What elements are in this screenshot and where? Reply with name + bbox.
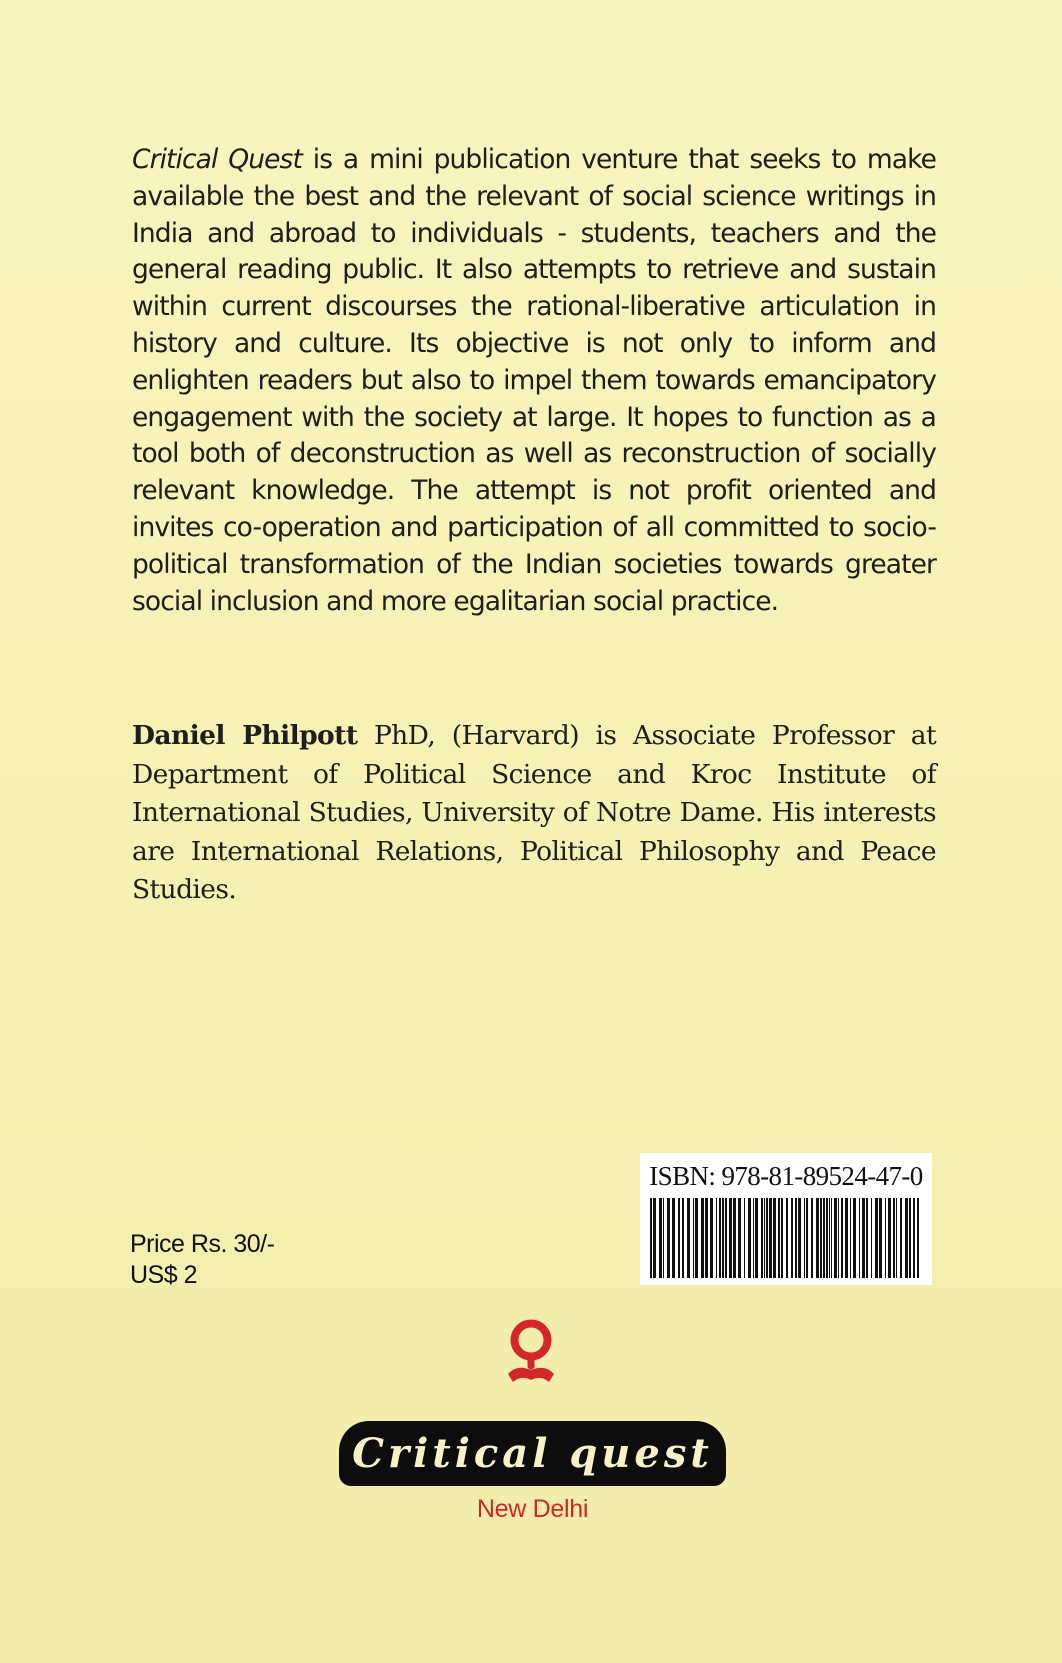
author-bio <box>132 717 936 910</box>
q-figure-logo-icon <box>503 1318 559 1390</box>
price-inr: Price Rs. 30/- <box>130 1230 275 1258</box>
price-usd: US$ 2 <box>130 1261 197 1289</box>
publisher-city: New Delhi <box>476 1495 589 1523</box>
publisher-banner: Critical quest <box>339 1421 726 1486</box>
author-bio-text: PhD, (Harvard) is Associate Professor at Department of Political Science and Kroc Institute of International Studies, University of Notre Dame. His interests are International Relations, Political Philosophy and Peace Studies. <box>132 720 937 905</box>
series-description <box>132 142 936 620</box>
series-description-text: is a mini publication venture that seeks to make available the best and the relevant of social science writings in India and abroad to individuals - students, teachers and the general reading public. It also attempts to retrieve and sustain within current discourses the rational-liberative articulation in history and culture. Its objective is not only to inform and enlighten readers but also to impel them towards emancipatory engagement with the society at large. It hopes to function as a tool both of deconstruction as well as reconstruction of socially relevant knowledge. The attempt is not profit oriented and invites co-operation and participation of all committed to socio-political transformation of the Indian societies towards greater social inclusion and more egalitarian social practice. <box>132 144 936 617</box>
series-name: Critical Quest <box>132 144 302 175</box>
barcode-image <box>648 1198 924 1278</box>
author-name: Daniel Philpott <box>132 720 358 751</box>
barcode-panel <box>640 1153 932 1285</box>
isbn-label: ISBN: 978-81-89524-47-0 <box>649 1161 923 1191</box>
price-block <box>130 1229 274 1291</box>
